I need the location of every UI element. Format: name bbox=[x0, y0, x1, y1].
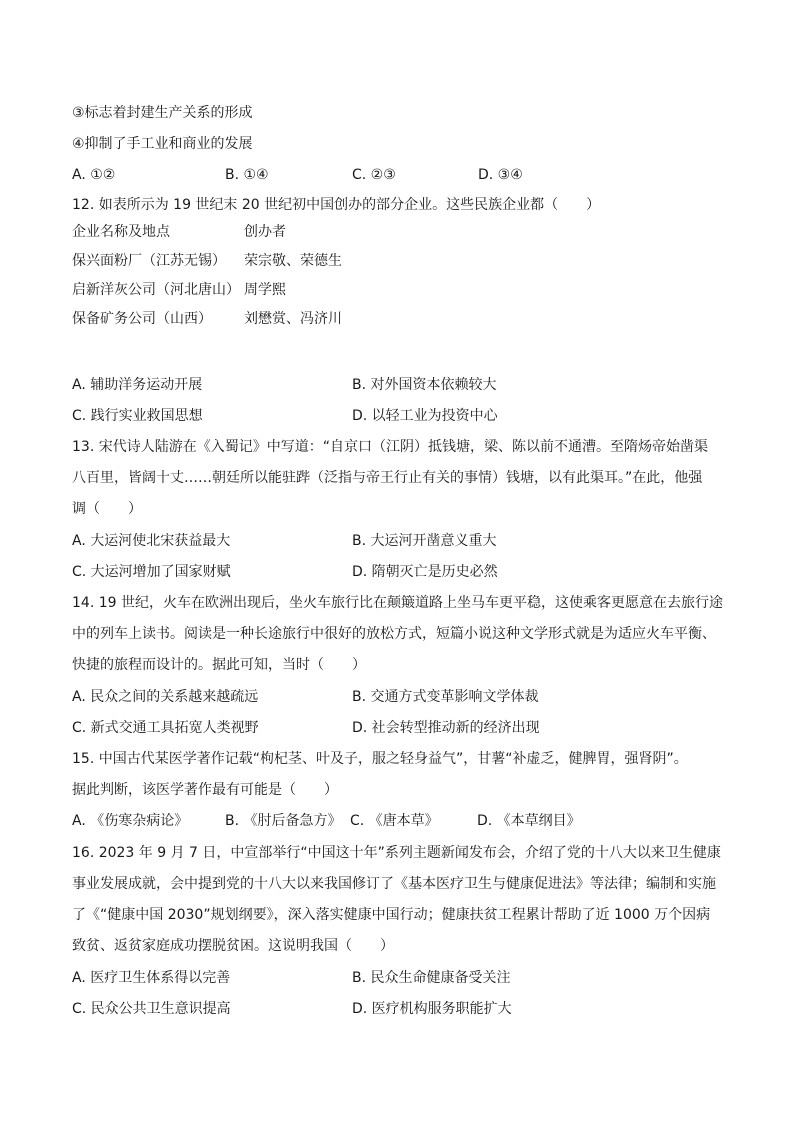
q13-option-d[interactable]: D. 隋朝灭亡是历史必然 bbox=[352, 564, 498, 580]
q14-option-d[interactable]: D. 社会转型推动新的经济出现 bbox=[352, 720, 540, 736]
q14-option-a[interactable]: A. 民众之间的关系越来越疏远 bbox=[72, 689, 259, 705]
q16-stem-line-2: 事业发展成就，会中提到党的十八大以来我国修订了《基本医疗卫生与健康促进法》等法律；编制和实施 bbox=[72, 876, 716, 892]
q16-option-d[interactable]: D. 医疗机构服务职能扩大 bbox=[352, 1001, 512, 1017]
q12-option-d[interactable]: D. 以轻工业为投资中心 bbox=[352, 408, 498, 424]
table-row bbox=[72, 280, 286, 300]
q16-option-c[interactable]: C. 民众公共卫生意识提高 bbox=[72, 1001, 231, 1017]
q16-stem-line-3: 了《“健康中国 2030”规划纲要》，深入落实健康中国行动；健康扶贫工程累计帮助了近 1000 万个因病 bbox=[72, 907, 711, 923]
table-cell-company: 保备矿务公司（山西） bbox=[72, 311, 212, 327]
table-header-company: 企业名称及地点 bbox=[72, 224, 170, 240]
q14-stem-line-3: 快捷的旅程而设计的。据此可知，当时（ ） bbox=[72, 657, 366, 673]
table-row bbox=[72, 309, 342, 329]
q11-option-c[interactable]: C. ②③ bbox=[352, 167, 396, 183]
q13-option-c[interactable]: C. 大运河增加了国家财赋 bbox=[72, 564, 231, 580]
table-header-founder: 创办者 bbox=[244, 224, 286, 240]
q13-stem-line-1: 13. 宋代诗人陆游在《入蜀记》中写道：“自京口（江阴）抵钱塘，梁、陈以前不通漕。至隋炀帝始凿渠 bbox=[72, 439, 708, 455]
q16-stem-line-1: 16. 2023 年 9 月 7 日，中宣部举行“中国这十年”系列主题新闻发布会，介绍了党的十八大以来卫生健康 bbox=[72, 845, 721, 861]
q15-option-b[interactable]: B. 《肘后备急方》 bbox=[225, 813, 342, 829]
q13-option-a[interactable]: A. 大运河使北宋获益最大 bbox=[72, 533, 231, 549]
q11-item-3: ③标志着封建生产关系的形成 bbox=[72, 105, 253, 121]
q14-option-b[interactable]: B. 交通方式变革影响文学体裁 bbox=[352, 689, 539, 705]
q13-option-b[interactable]: B. 大运河开凿意义重大 bbox=[352, 533, 497, 549]
q14-stem-line-2: 中的列车上读书。阅读是一种长途旅行中很好的放松方式，短篇小说这种文学形式就是为适应火车平衡、 bbox=[72, 626, 716, 642]
table-cell-founder: 荣宗敬、荣德生 bbox=[244, 253, 342, 269]
q12-option-c[interactable]: C. 践行实业救国思想 bbox=[72, 408, 203, 424]
q15-option-a[interactable]: A. 《伤寒杂病论》 bbox=[72, 813, 189, 829]
q11-option-a[interactable]: A. ①② bbox=[72, 167, 116, 183]
q11-item-4: ④抑制了手工业和商业的发展 bbox=[72, 136, 253, 152]
q12-option-b[interactable]: B. 对外国资本依赖较大 bbox=[352, 377, 497, 393]
q12-table-header bbox=[72, 222, 286, 242]
q15-stem-line-2: 据此判断，该医学著作最有可能是（ ） bbox=[72, 782, 338, 798]
table-cell-company: 保兴面粉厂（江苏无锡） bbox=[72, 253, 226, 269]
q12-option-a[interactable]: A. 辅助洋务运动开展 bbox=[72, 377, 203, 393]
table-row bbox=[72, 251, 342, 271]
q11-option-d[interactable]: D. ③④ bbox=[478, 167, 523, 183]
q12-stem: 12. 如表所示为 19 世纪末 20 世纪初中国创办的部分企业。这些民族企业都（ ） bbox=[72, 197, 601, 213]
q16-option-b[interactable]: B. 民众生命健康备受关注 bbox=[352, 970, 511, 986]
q14-option-c[interactable]: C. 新式交通工具拓宽人类视野 bbox=[72, 720, 259, 736]
q15-stem-line-1: 15. 中国古代某医学著作记载“枸杞茎、叶及子，服之轻身益气”，甘薯“补虚乏，健脾胃，强肾阴”。 bbox=[72, 751, 688, 767]
q13-stem-line-3: 调（ ） bbox=[72, 501, 142, 517]
table-cell-founder: 刘懋赏、冯济川 bbox=[244, 311, 342, 327]
table-cell-company: 启新洋灰公司（河北唐山） bbox=[72, 282, 240, 298]
q11-option-b[interactable]: B. ①④ bbox=[225, 167, 269, 183]
q15-option-d[interactable]: D. 《本草纲目》 bbox=[477, 813, 581, 829]
table-cell-founder: 周学熙 bbox=[244, 282, 286, 298]
q16-stem-line-4: 致贫、返贫家庭成功摆脱贫困。这说明我国（ ） bbox=[72, 938, 394, 954]
q14-stem-line-1: 14. 19 世纪，火车在欧洲出现后，坐火车旅行比在颠簸道路上坐马车更平稳，这使乘客更愿意在去旅行途 bbox=[72, 595, 723, 611]
q13-stem-line-2: 八百里，皆阔十丈……朝廷所以能驻跸（泛指与帝王行止有关的事情）钱塘，以有此渠耳。”在此，他强 bbox=[72, 470, 703, 486]
q15-option-c[interactable]: C. 《唐本草》 bbox=[350, 813, 439, 829]
q16-option-a[interactable]: A. 医疗卫生体系得以完善 bbox=[72, 970, 231, 986]
